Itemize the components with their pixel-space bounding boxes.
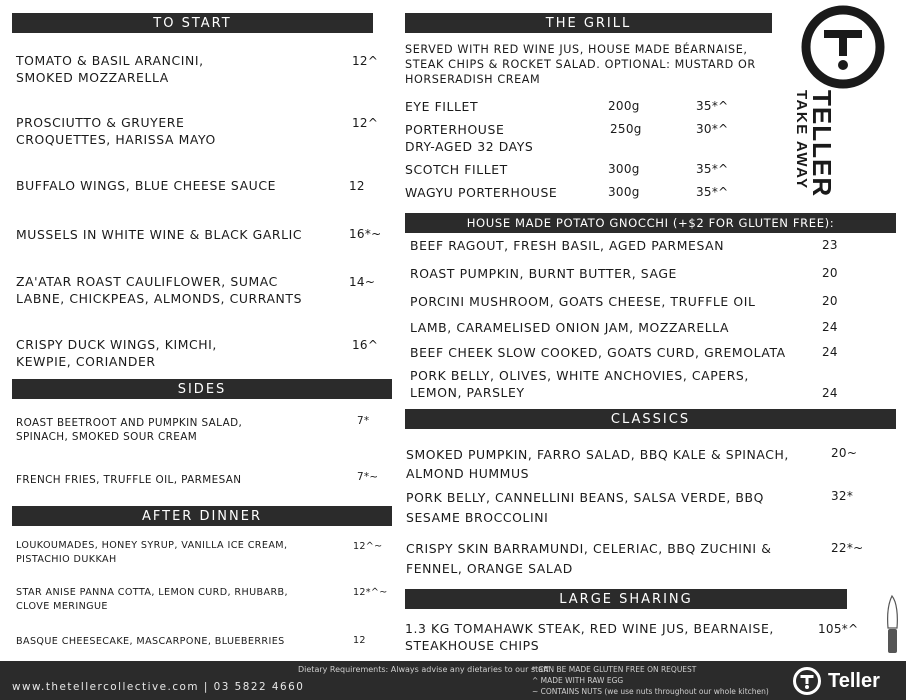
menu-item: PORCINI MUSHROOM, GOATS CHEESE, TRUFFLE OIL <box>410 294 756 309</box>
item-weight: 250g <box>610 122 642 136</box>
item-price: 16*~ <box>349 227 382 241</box>
menu-item: 1.3 KG TOMAHAWK STEAK, RED WINE JUS, BEARNAISE, STEAKHOUSE CHIPS <box>405 621 774 653</box>
menu-item: EYE FILLET <box>405 99 479 114</box>
item-price: 105*^ <box>818 622 859 636</box>
item-price: 16^ <box>352 338 379 352</box>
item-price: 12 <box>353 635 366 646</box>
footer-brand <box>792 666 880 696</box>
menu-item: ROAST PUMPKIN, BURNT BUTTER, SAGE <box>410 266 677 281</box>
brand-name: TELLER <box>807 90 837 198</box>
menu-item: PORK BELLY, CANNELLINI BEANS, SALSA VERDE, BBQ SESAME BROCCOLINI <box>406 490 764 525</box>
section-title: AFTER DINNER <box>141 508 262 524</box>
item-price: 24 <box>822 320 838 334</box>
item-price: 20~ <box>831 446 858 460</box>
menu-item: PORTERHOUSE DRY-AGED 32 DAYS <box>405 122 534 154</box>
item-price: 12*^~ <box>353 587 388 598</box>
item-price: 35*^ <box>696 185 729 199</box>
item-price: 35*^ <box>696 162 729 176</box>
brand-subtitle: TAKE AWAY <box>793 90 810 190</box>
grill-intro: SERVED WITH RED WINE JUS, HOUSE MADE BÉARNAISE, STEAK CHIPS & ROCKET SALAD. OPTIONAL: MUSTARD OR HORSERADISH CREAM <box>405 43 756 86</box>
item-price: 23 <box>822 238 838 252</box>
menu-item: ZA'ATAR ROAST CAULIFLOWER, SUMAC LABNE, CHICKPEAS, ALMONDS, CURRANTS <box>16 274 303 306</box>
item-price: 35*^ <box>696 99 729 113</box>
menu-item: BUFFALO WINGS, BLUE CHEESE SAUCE <box>16 178 277 193</box>
item-price: 30*^ <box>696 122 729 136</box>
menu-item: SMOKED PUMPKIN, FARRO SALAD, BBQ KALE & SPINACH, ALMOND HUMMUS <box>406 447 789 481</box>
menu-item: BEEF RAGOUT, FRESH BASIL, AGED PARMESAN <box>410 238 725 253</box>
section-title: SIDES <box>177 381 227 397</box>
item-price: 12 <box>349 179 365 193</box>
item-weight: 200g <box>608 99 640 113</box>
section-header-to-start <box>12 13 373 33</box>
section-header-grill <box>405 13 772 33</box>
menu-item: BASQUE CHEESECAKE, MASCARPONE, BLUEBERRIES <box>16 636 285 647</box>
section-title: HOUSE MADE POTATO GNOCCHI (+$2 FOR GLUTEN FREE): <box>466 216 835 230</box>
section-title: TO START <box>153 15 232 31</box>
section-header-large-sharing <box>405 589 847 609</box>
menu-item: PORK BELLY, OLIVES, WHITE ANCHOVIES, CAPERS, LEMON, PARSLEY <box>410 368 749 400</box>
menu-item: WAGYU PORTERHOUSE <box>405 185 558 200</box>
footer <box>0 661 906 700</box>
menu-item: STAR ANISE PANNA COTTA, LEMON CURD, RHUBARB, CLOVE MERINGUE <box>16 587 288 612</box>
item-price: 7* <box>357 415 370 427</box>
dietary-note: Dietary Requirements: Always advise any dietaries to our staff <box>298 665 549 674</box>
menu-item: LOUKOUMADES, HONEY SYRUP, VANILLA ICE CREAM, PISTACHIO DUKKAH <box>16 540 288 565</box>
item-weight: 300g <box>608 162 640 176</box>
menu-item: FRENCH FRIES, TRUFFLE OIL, PARMESAN <box>16 474 242 486</box>
item-price: 12^~ <box>353 541 383 552</box>
item-price: 22*~ <box>831 541 864 555</box>
teller-logo-small-icon <box>792 666 822 696</box>
section-header-classics <box>405 409 896 429</box>
section-title: LARGE SHARING <box>559 591 693 607</box>
footer-brand-name: Teller <box>828 669 880 692</box>
item-price: 14~ <box>349 275 376 289</box>
vertical-brand <box>792 90 836 197</box>
section-header-gnocchi <box>405 213 896 233</box>
item-weight: 300g <box>608 185 640 199</box>
menu-item: TOMATO & BASIL ARANCINI, SMOKED MOZZARELLA <box>16 53 204 85</box>
item-price: 20 <box>822 294 838 308</box>
item-price: 32* <box>831 489 854 503</box>
menu-item: BEEF CHEEK SLOW COOKED, GOATS CURD, GREMOLATA <box>410 345 786 360</box>
item-price: 24 <box>822 386 838 400</box>
section-title: CLASSICS <box>610 411 691 427</box>
section-header-after-dinner <box>12 506 392 526</box>
teller-logo-icon <box>800 4 886 90</box>
section-title: THE GRILL <box>545 15 632 31</box>
menu-item: MUSSELS IN WHITE WINE & BLACK GARLIC <box>16 227 303 242</box>
menu-item: CRISPY DUCK WINGS, KIMCHI, KEWPIE, CORIANDER <box>16 337 217 369</box>
menu-item: SCOTCH FILLET <box>405 162 508 177</box>
menu-item: CRISPY SKIN BARRAMUNDI, CELERIAC, BBQ ZUCHINI & FENNEL, ORANGE SALAD <box>406 541 772 576</box>
item-price: 20 <box>822 266 838 280</box>
menu-item: PROSCIUTTO & GRUYERE CROQUETTES, HARISSA MAYO <box>16 115 216 147</box>
item-price: 12^ <box>352 116 379 130</box>
allergen-legend: * CAN BE MADE GLUTEN FREE ON REQUEST ^ MADE WITH RAW EGG ~ CONTAINS NUTS (we use nuts throughout our whole kitchen) <box>532 665 769 696</box>
menu-item: ROAST BEETROOT AND PUMPKIN SALAD, SPINACH, SMOKED SOUR CREAM <box>16 417 243 443</box>
menu-item: LAMB, CARAMELISED ONION JAM, MOZZARELLA <box>410 320 730 335</box>
item-price: 24 <box>822 345 838 359</box>
item-price: 7*~ <box>357 471 379 483</box>
section-header-sides <box>12 379 392 399</box>
knife-icon <box>884 594 900 656</box>
website-and-phone[interactable]: www.thetellercollective.com | 03 5822 4660 <box>12 681 305 693</box>
item-price: 12^ <box>352 54 379 68</box>
